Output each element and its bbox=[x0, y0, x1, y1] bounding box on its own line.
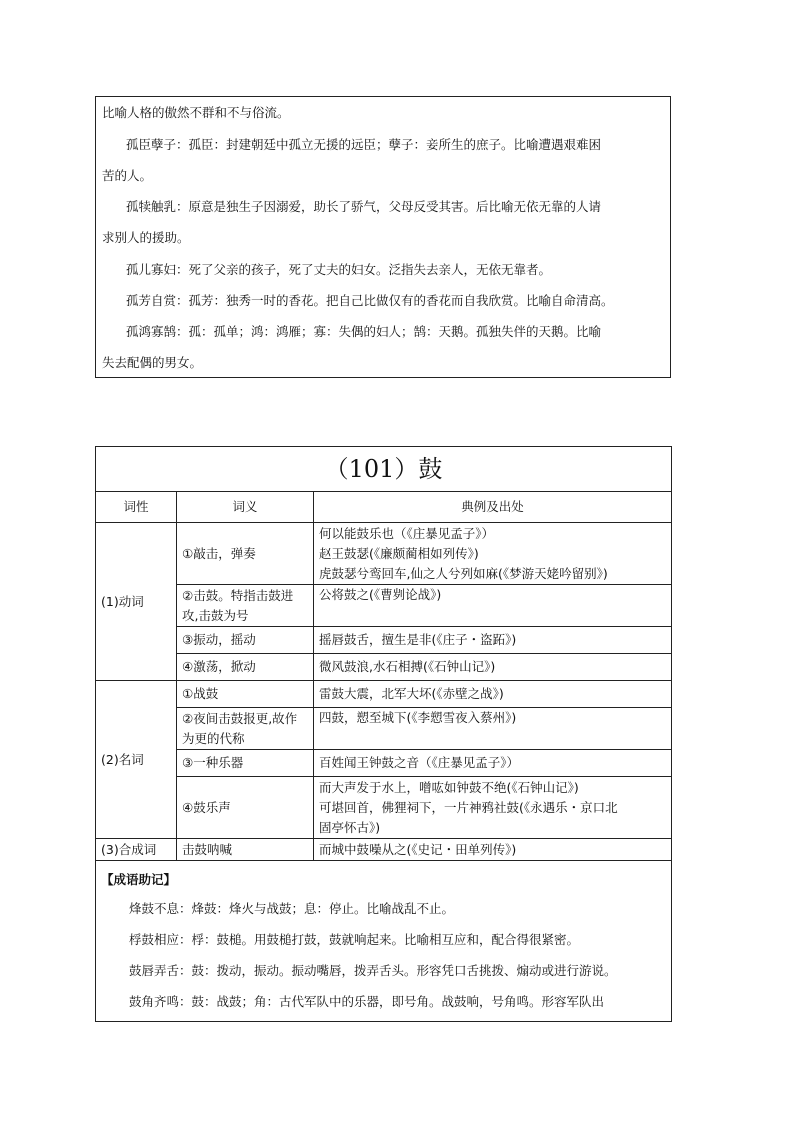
pos-verb: (1)动词 bbox=[96, 523, 177, 681]
text-line: 比喻人格的傲然不群和不与俗流。 bbox=[102, 105, 290, 120]
note-line: 桴鼓相应：桴：鼓槌。用鼓槌打鼓，鼓就响起来。比喻相互应和，配合得很紧密。 bbox=[129, 932, 580, 947]
example-line: 虎鼓瑟兮鸾回车,仙之人兮列如麻(《梦游天姥吟留别》) bbox=[319, 565, 608, 581]
text-line: 苦的人。 bbox=[102, 168, 153, 183]
meaning-cell: ②击鼓。特指击鼓进攻,击鼓为号 bbox=[177, 585, 314, 627]
text-line: 孤犊触乳：原意是独生子因溺爱，助长了骄气，父母反受其害。后比喻无依无靠的人请 bbox=[126, 199, 602, 214]
pos-noun: (2)名词 bbox=[96, 681, 177, 839]
meaning-cell: 击鼓呐喊 bbox=[177, 839, 314, 861]
text-line: 求别人的援助。 bbox=[102, 230, 190, 245]
entry-table bbox=[95, 446, 672, 1022]
header-examples: 典例及出处 bbox=[314, 492, 672, 523]
example-line: 微风鼓浪,水石相搏(《石钟山记》) bbox=[319, 659, 496, 674]
meaning-cell: ④鼓乐声 bbox=[177, 777, 314, 839]
text-line: 孤儿寡妇：死了父亲的孩子，死了丈夫的妇女。泛指失去亲人，无依无靠者。 bbox=[126, 262, 552, 277]
text-line: 孤臣孽子：孤臣：封建朝廷中孤立无援的远臣；孽子：妾所生的庶子。比喻遭遇艰难困 bbox=[126, 137, 602, 152]
note-line: 鼓唇弄舌：鼓：拨动，振动。振动嘴唇，拨弄舌头。形容凭口舌挑拨、煽动或进行游说。 bbox=[129, 963, 617, 978]
example-line: 赵王鼓瑟(《廉颇蔺相如列传》) bbox=[319, 545, 479, 561]
notes-label: 【成语助记】 bbox=[101, 872, 177, 887]
text-line: 孤鸿寡鹄：孤：孤单；鸿：鸿雁；寡：失偶的妇人；鹄：天鹅。孤独失伴的天鹅。比喻 bbox=[126, 324, 602, 339]
example-line: 固亭怀古》) bbox=[319, 819, 381, 835]
note-line: 鼓角齐鸣：鼓：战鼓；角：古代军队中的乐器，即号角。战鼓响，号角鸣。形容军队出 bbox=[129, 994, 605, 1009]
meaning-cell: ③振动，摇动 bbox=[177, 627, 314, 654]
pos-compound: (3)合成词 bbox=[96, 839, 177, 861]
example-line: 雷鼓大震，北军大坏(《赤壁之战》) bbox=[319, 686, 504, 701]
meaning-cell: ①战鼓 bbox=[177, 681, 314, 708]
example-line: 四鼓，愬至城下(《李愬雪夜入蔡州》) bbox=[319, 710, 517, 725]
example-cell bbox=[314, 750, 672, 777]
previous-entry-box bbox=[95, 96, 671, 378]
example-line: 何以能鼓乐也（《庄暴见孟子》） bbox=[319, 525, 495, 541]
example-line: 而城中鼓噪从之(《史记・田单列传》) bbox=[319, 841, 517, 857]
example-line: 可堪回首，佛狸祠下，一片神鸦社鼓(《永遇乐・京口北 bbox=[319, 799, 618, 815]
idiom-notes bbox=[96, 861, 672, 1022]
example-line: 百姓闻王钟鼓之音（《庄暴见孟子》） bbox=[319, 755, 520, 770]
entry-title: （101）鼓 bbox=[96, 447, 672, 492]
note-line: 烽鼓不息：烽鼓：烽火与战鼓；息：停止。比喻战乱不止。 bbox=[129, 901, 455, 916]
example-cell bbox=[314, 627, 672, 654]
meaning-cell: ③一种乐器 bbox=[177, 750, 314, 777]
meaning-cell: ②夜间击鼓报更,故作为更的代称 bbox=[177, 708, 314, 750]
text-line: 孤芳自赏：孤芳：独秀一时的香花。把自己比做仅有的香花而自我欣赏。比喻自命清高。 bbox=[126, 293, 614, 308]
example-cell bbox=[314, 523, 672, 585]
example-cell bbox=[314, 654, 672, 681]
header-meaning: 词义 bbox=[177, 492, 314, 523]
example-cell bbox=[314, 708, 672, 750]
example-cell bbox=[314, 839, 672, 861]
example-cell bbox=[314, 585, 672, 627]
meaning-cell: ④激荡，掀动 bbox=[177, 654, 314, 681]
example-line: 摇唇鼓舌，擅生是非(《庄子・盗跖》) bbox=[319, 632, 517, 647]
example-line: 公将鼓之(《曹刿论战》) bbox=[319, 587, 442, 602]
example-cell bbox=[314, 777, 672, 839]
header-pos: 词性 bbox=[96, 492, 177, 523]
meaning-cell: ①敲击，弹奏 bbox=[177, 523, 314, 585]
text-line: 失去配偶的男女。 bbox=[102, 355, 203, 370]
example-line: 而大声发于水上，噌吰如钟鼓不绝(《石钟山记》) bbox=[319, 779, 579, 795]
example-cell bbox=[314, 681, 672, 708]
